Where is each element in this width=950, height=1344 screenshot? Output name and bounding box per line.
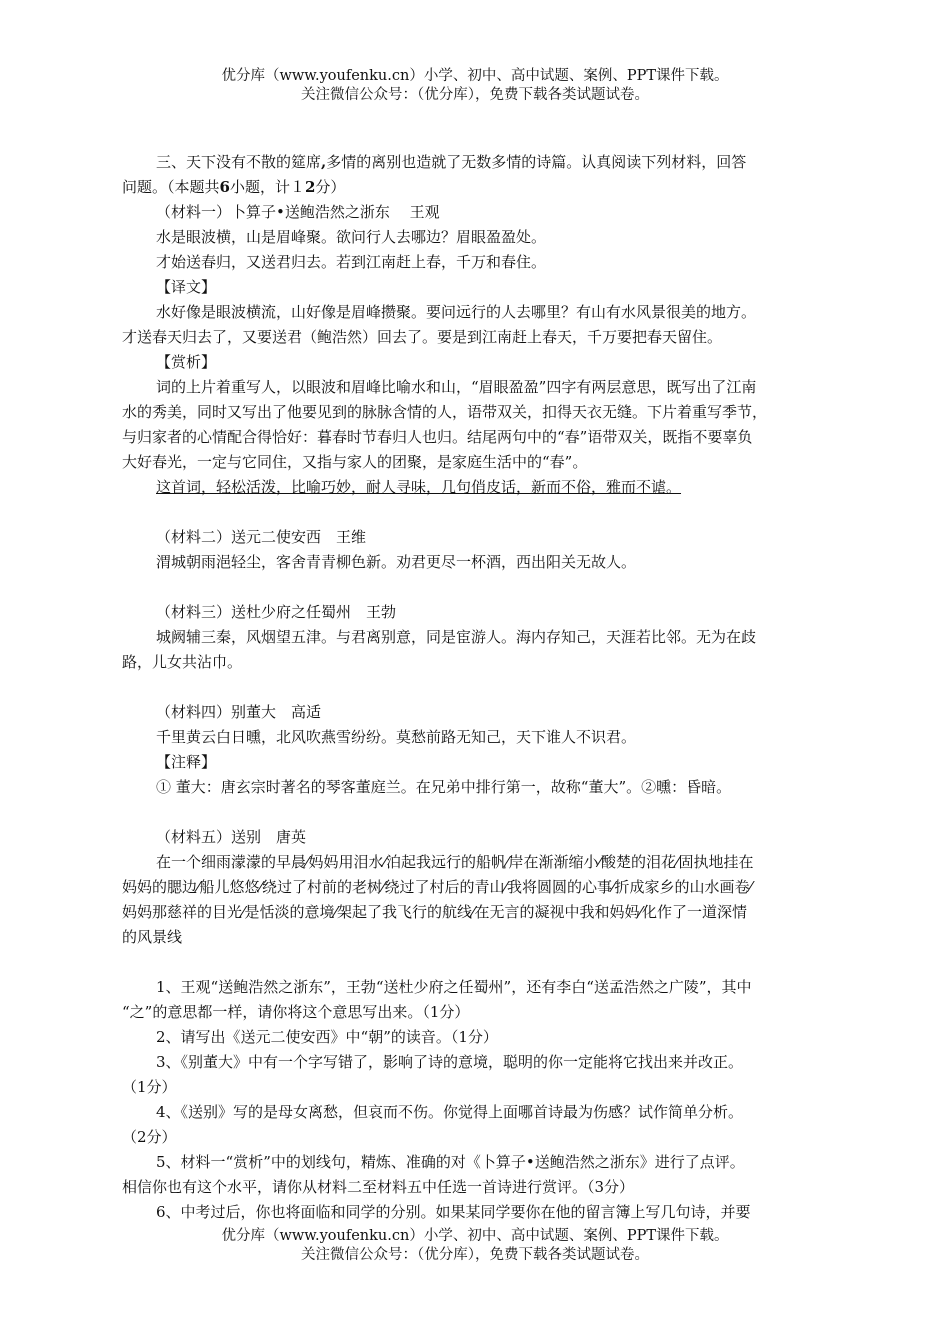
material-3-poem-line-1: 城阙辅三秦，风烟望五津。与君离别意，同是宦游人。海内存知己，天涯若比邻。无为在歧	[156, 628, 757, 646]
appreciation-line-2: 水的秀美，同时又写出了他要见到的脉脉含情的人，语带双关，扣得天衣无缝。下片着重写季节，	[122, 403, 768, 421]
footer-line-1: 优分库（www.youfenku.cn）小学、初中、高中试题、案例、PPT课件下载。	[221, 1228, 729, 1244]
intro-comma: ,	[321, 153, 327, 171]
material-4-title: （材料四）别董大 高适	[156, 703, 322, 721]
material-2-title: （材料二）送元二使安西 王维	[156, 528, 367, 546]
material-5-line-3: 妈妈那慈祥的目光⁄是恬淡的意境⁄架起了我飞行的航线⁄在无言的凝视中我和妈妈⁄化作了一道深情	[122, 903, 748, 921]
intro-text-cont: 多情的离别也造就了无数多情的诗篇。认真阅读下列材料，回答	[326, 153, 747, 171]
question-count: 6	[219, 178, 230, 196]
material-3-title: （材料三）送杜少府之任蜀州 王勃	[156, 603, 397, 621]
translation-line-1: 水好像是眼波横流，山好像是眉峰攒聚。要问远行的人去哪里？有山有水风景很美的地方。	[156, 303, 757, 321]
intro-line-1	[122, 150, 832, 175]
underlined-sentence: 这首词，轻松活泼，比喻巧妙，耐人寻味，几句俏皮话，新而不俗，雅而不谑。	[156, 478, 682, 496]
question-3-line-2: （1分）	[122, 1078, 177, 1096]
underlined-sentence-line	[122, 475, 832, 500]
material-4-poem: 千里黄云白日曛，北风吹燕雪纷纷。莫愁前路无知己，天下谁人不识君。	[156, 728, 637, 746]
appreciation-line-4: 大好春光，一定与它同住，又指与家人的团聚，是家庭生活中的“春”。	[122, 453, 588, 471]
question-3-line-1: 3、《别董大》中有一个字写错了，影响了诗的意境，聪明的你一定能将它找出来并改正。	[156, 1053, 744, 1071]
material-2-poem: 渭城朝雨浥轻尘，客舍青青柳色新。劝君更尽一杯酒，西出阳关无故人。	[156, 553, 637, 571]
intro-line-2	[122, 175, 832, 200]
translation-line-2: 才送春天归去了，又要送君（鲍浩然）回去了。要是到江南赶上春天，千万要把春天留住。	[122, 328, 723, 346]
spacer	[122, 500, 832, 525]
note-label: 【注释】	[156, 753, 217, 771]
appreciation-line-3: 与归家者的心情配合得恰好：暮春时节春归人也归。结尾两句中的“春”语带双关，既指不要辜负	[122, 428, 753, 446]
material-5-line-4: 的风景线	[122, 928, 183, 946]
material-1-poem-line-2: 才始送春归，又送君归去。若到江南赶上春，千万和春住。	[156, 253, 547, 271]
footer-line-2: 关注微信公众号：（优分库），免费下载各类试题试卷。	[301, 1247, 649, 1263]
intro-part: 分）	[315, 178, 346, 196]
question-6-line-1: 6、中考过后，你也将面临和同学的分别。如果某同学要你在他的留言簿上写几句诗，并要	[156, 1203, 751, 1221]
question-4-line-1: 4、《送别》写的是母女离愁，但哀而不伤。你觉得上面哪首诗最为伤感？试作简单分析。	[156, 1103, 744, 1121]
question-5-line-1: 5、材料一“赏析”中的划线句，精炼、准确的对《卜算子•送鲍浩然之浙东》进行了点评。	[156, 1153, 745, 1171]
spacer	[122, 800, 832, 825]
material-1-poem-line-1: 水是眼波横，山是眉峰聚。欲问行人去哪边？眉眼盈盈处。	[156, 228, 547, 246]
spacer	[122, 675, 832, 700]
page-header	[0, 67, 950, 105]
score-digit: 2	[304, 178, 316, 196]
appreciation-line-1: 词的上片着重写人，以眼波和眉峰比喻水和山，“眉眼盈盈”四字有两层意思，既写出了江南	[156, 378, 757, 396]
appreciation-label: 【赏析】	[156, 353, 217, 371]
question-5-line-2: 相信你也有这个水平，请你从材料二至材料五中任选一首诗进行赏评。（3分）	[122, 1178, 635, 1196]
question-4-line-2: （2分）	[122, 1128, 177, 1146]
spacer	[122, 575, 832, 600]
intro-part: 问题。（本题共	[122, 178, 220, 196]
page-footer	[0, 1227, 950, 1265]
intro-text: 三、天下没有不散的筵席	[156, 153, 322, 171]
document-body	[122, 150, 832, 1225]
material-5-title: （材料五）送别 唐英	[156, 828, 307, 846]
material-5-line-2: 妈妈的腮边⁄船儿悠悠⁄绕过了村前的老树⁄绕过了村后的青山⁄我将圆圆的心事⁄折成家乡的山水画卷⁄	[122, 878, 753, 896]
intro-part: 小题，计１	[229, 178, 305, 196]
material-3-poem-line-2: 路，儿女共沾巾。	[122, 653, 243, 671]
material-5-line-1: 在一个细雨濛濛的早晨⁄妈妈用泪水⁄泊起我远行的船帆⁄岸在渐渐缩小⁄酸楚的泪花⁄固执地挂在	[156, 853, 754, 871]
translation-label: 【译文】	[156, 278, 217, 296]
note-text: ① 董大：唐玄宗时著名的琴客董庭兰。在兄弟中排行第一，故称“董大”。②曛：昏暗。	[156, 778, 732, 796]
question-1-line-1: 1、王观“送鲍浩然之浙东”，王勃“送杜少府之任蜀州”，还有李白“送孟浩然之广陵”，其中	[156, 978, 752, 996]
header-line-2: 关注微信公众号：（优分库），免费下载各类试题试卷。	[301, 87, 649, 103]
question-1-line-2: “之”的意思都一样，请你将这个意思写出来。（1分）	[122, 1003, 470, 1021]
question-2: 2、请写出《送元二使安西》中“朝”的读音。（1分）	[156, 1028, 498, 1046]
spacer	[122, 950, 832, 975]
header-line-1: 优分库（www.youfenku.cn）小学、初中、高中试题、案例、PPT课件下载。	[221, 68, 729, 84]
material-1-title: （材料一）卜算子•送鲍浩然之浙东 王观	[156, 203, 440, 221]
